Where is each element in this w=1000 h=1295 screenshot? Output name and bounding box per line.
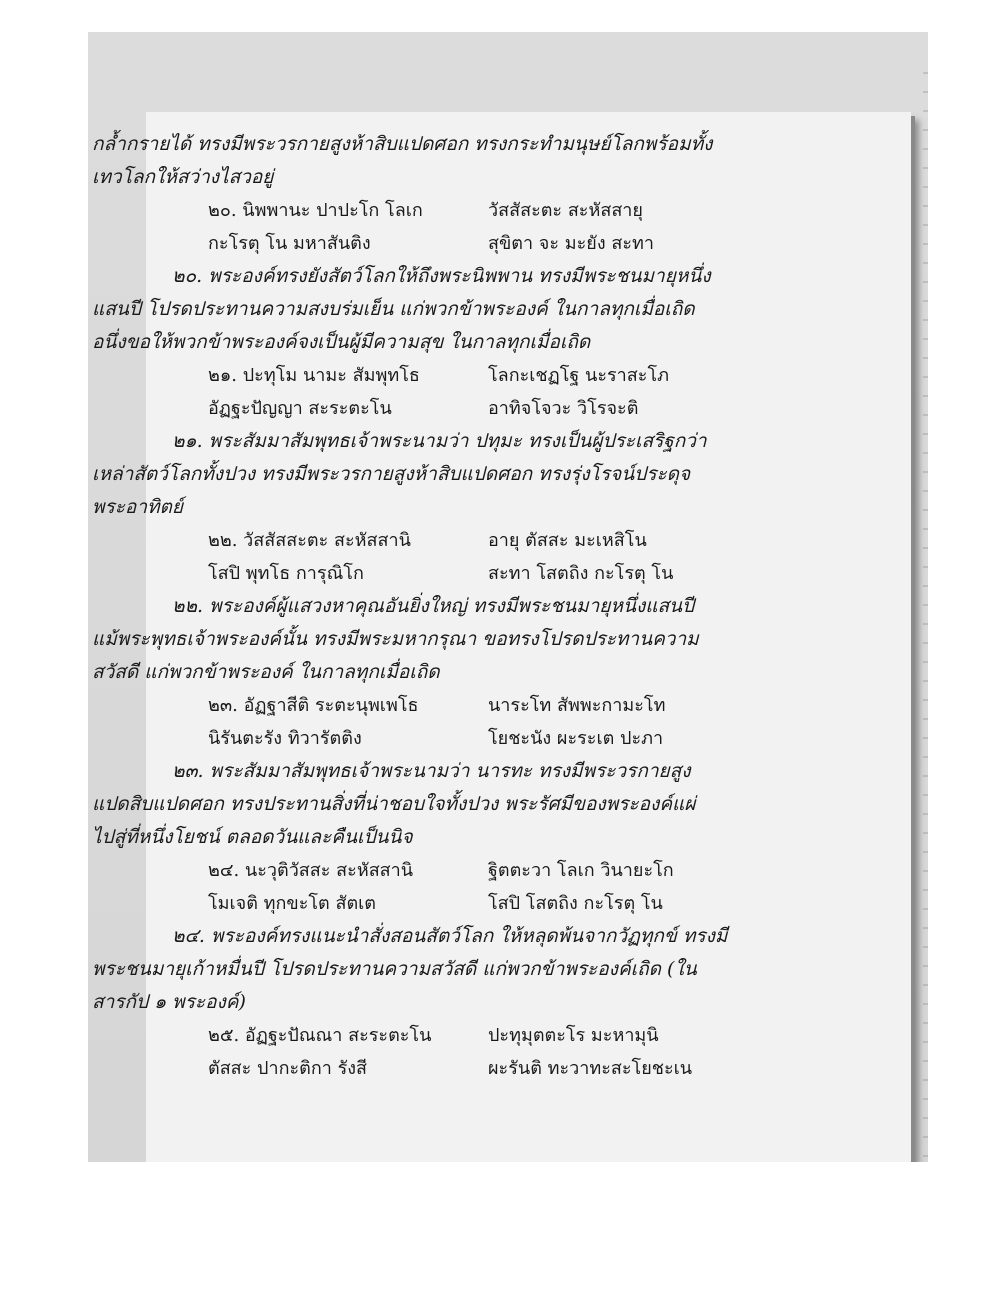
prose-paragraph	[92, 128, 800, 194]
verse-right-half: โสปิ โสตถิง กะโรตุ โน	[488, 893, 663, 914]
verse-left-half: โสปิ พุทโธ การุณิโก	[208, 563, 364, 584]
page-text	[92, 128, 800, 1085]
prose-line: กล้ำกรายได้ ทรงมีพระวรกายสูงห้าสิบแปดศอก ทรงกระทำมนุษย์โลกพร้อมทั้ง	[92, 133, 713, 155]
verse-right-half: โยชะนัง ผะระเต ปะภา	[488, 728, 664, 749]
prose-paragraph	[92, 260, 800, 359]
prose-line: ๒๔. พระองค์ทรงแนะนำสั่งสอนสัตว์โลก ให้หลุดพ้นจากวัฏทุกข์ ทรงมี	[172, 925, 728, 947]
verse-left-half: ๒๓. อัฏฐาสีติ ระตะนุพเพโธ	[208, 695, 419, 716]
verse-stanza	[92, 854, 800, 920]
prose-line: อนึ่งขอให้พวกข้าพระองค์จงเป็นผู้มีความสุข ในกาลทุกเมื่อเถิด	[92, 331, 591, 353]
verse-stanza	[92, 689, 800, 755]
prose-paragraph	[92, 755, 800, 854]
prose-line: ๒๐. พระองค์ทรงยังสัตว์โลกให้ถึงพระนิพพาน ทรงมีพระชนมายุหนึ่ง	[172, 265, 711, 287]
prose-line: เหล่าสัตว์โลกทั้งปวง ทรงมีพระวรกายสูงห้าสิบแปดศอก ทรงรุ่งโรจน์ประดุจ	[92, 463, 691, 485]
verse-row	[92, 359, 800, 392]
verse-right-half: อาทิจโจวะ วิโรจะติ	[488, 398, 639, 419]
verse-row	[92, 1052, 800, 1085]
verse-row	[92, 392, 800, 425]
verse-right-half: ปะทุมุตตะโร มะหามุนิ	[488, 1025, 659, 1046]
verse-row	[92, 854, 800, 887]
verse-right-half: อายุ ตัสสะ มะเหสิโน	[488, 530, 647, 551]
verse-left-half: ๒๒. วัสสัสสะตะ สะหัสสานิ	[208, 530, 411, 551]
verse-right-half: สุขิตา จะ มะยัง สะทา	[488, 233, 654, 254]
verse-right-half: ผะรันติ ทะวาทะสะโยชะเน	[488, 1058, 693, 1079]
prose-line: แม้พระพุทธเจ้าพระองค์นั้น ทรงมีพระมหากรุณา ขอทรงโปรดประทานความ	[92, 628, 699, 650]
verse-right-half: สะทา โสตถิง กะโรตุ โน	[488, 563, 674, 584]
facing-page-edge	[923, 72, 928, 1162]
verse-right-half: ฐิตตะวา โลเก วินายะโก	[488, 860, 674, 881]
prose-paragraph	[92, 920, 800, 1019]
verse-stanza	[92, 1019, 800, 1085]
verse-row	[92, 524, 800, 557]
verse-row	[92, 227, 800, 260]
prose-paragraph	[92, 425, 800, 524]
verse-left-half: นิรันตะรัง ทิวารัตติง	[208, 728, 362, 749]
verse-right-half: นาระโท สัพพะกามะโท	[488, 695, 666, 716]
verse-left-half: โมเจติ ทุกขะโต สัตเต	[208, 893, 376, 914]
prose-line: แปดสิบแปดศอก ทรงประทานสิ่งที่น่าชอบใจทั้งปวง พระรัศมีของพระองค์แผ่	[92, 793, 696, 815]
verse-left-half: ตัสสะ ปากะติกา รังสี	[208, 1058, 368, 1079]
prose-line: สารกัป ๑ พระองค์)	[92, 991, 246, 1013]
verse-row	[92, 557, 800, 590]
prose-line: ไปสู่ที่หนึ่งโยชน์ ตลอดวันและคืนเป็นนิจ	[92, 826, 413, 848]
prose-line: ๒๑. พระสัมมาสัมพุทธเจ้าพระนามว่า ปทุมะ ทรงเป็นผู้ประเสริฐกว่า	[172, 430, 707, 452]
verse-right-half: วัสสัสะตะ สะหัสสายุ	[488, 200, 643, 221]
verse-row	[92, 887, 800, 920]
prose-line: สวัสดี แก่พวกข้าพระองค์ ในกาลทุกเมื่อเถิด	[92, 661, 440, 683]
verse-row	[92, 1019, 800, 1052]
prose-line: เทวโลกให้สว่างไสวอยู่	[92, 166, 274, 188]
verse-row	[92, 722, 800, 755]
prose-line: พระชนมายุเก้าหมื่นปี โปรดประทานความสวัสดี แก่พวกข้าพระองค์เถิด (ใน	[92, 958, 697, 980]
verse-left-half: กะโรตุ โน มหาสันติง	[208, 233, 371, 254]
verse-left-half: ๒๐. นิพพานะ ปาปะโก โลเก	[208, 200, 423, 221]
verse-stanza	[92, 524, 800, 590]
verse-left-half: อัฏฐะปัญญา สะระตะโน	[208, 398, 392, 419]
prose-line: ๒๓. พระสัมมาสัมพุทธเจ้าพระนามว่า นารทะ ทรงมีพระวรกายสูง	[172, 760, 691, 782]
verse-left-half: ๒๔. นะวุติวัสสะ สะหัสสานิ	[208, 860, 414, 881]
prose-line: ๒๒. พระองค์ผู้แสวงหาคุณอันยิ่งใหญ่ ทรงมีพระชนมายุหนึ่งแสนปี	[172, 595, 695, 617]
verse-stanza	[92, 359, 800, 425]
prose-line: แสนปี โปรดประทานความสงบร่มเย็น แก่พวกข้าพระองค์ ในกาลทุกเมื่อเถิด	[92, 298, 695, 320]
verse-row	[92, 689, 800, 722]
verse-row	[92, 194, 800, 227]
verse-stanza	[92, 194, 800, 260]
prose-paragraph	[92, 590, 800, 689]
prose-line: พระอาทิตย์	[92, 496, 184, 518]
verse-left-half: ๒๕. อัฏฐะปัณณา สะระตะโน	[208, 1025, 432, 1046]
verse-left-half: ๒๑. ปะทุโม นามะ สัมพุทโธ	[208, 365, 420, 386]
verse-right-half: โลกะเชฏโฐ นะราสะโภ	[488, 365, 669, 386]
